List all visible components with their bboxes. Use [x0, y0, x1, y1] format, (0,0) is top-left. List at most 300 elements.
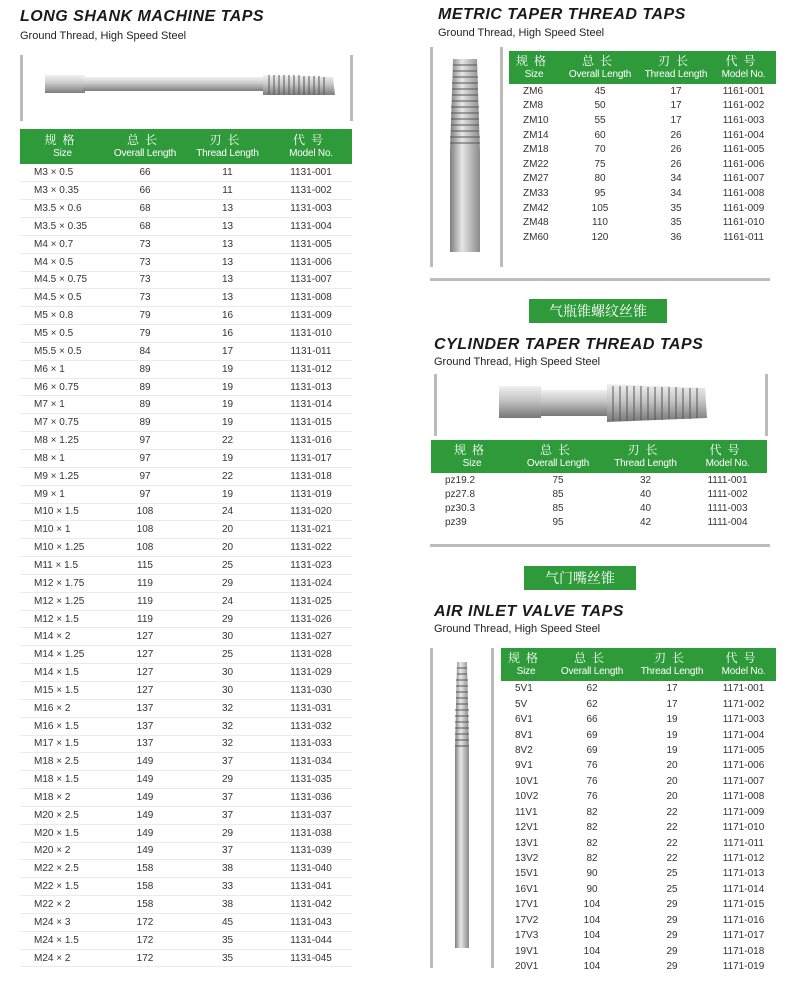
thread-length-cell: 20 — [221, 524, 234, 536]
overall-length-cell: 108 — [136, 542, 154, 554]
thread-length-cell: 13 — [221, 292, 234, 304]
size-cell: M3 × 0.5 — [34, 167, 74, 179]
table-row — [20, 646, 352, 664]
size-cell: M22 × 2.5 — [34, 863, 79, 875]
thread-length-cell: 26 — [670, 158, 682, 170]
model-no-cell: 1171-007 — [722, 775, 765, 787]
size-cell: M16 × 2 — [34, 702, 71, 714]
thread-length-cell: 29 — [221, 613, 234, 625]
table-header-row — [431, 440, 767, 473]
metric-taper-subtitle: Ground Thread, High Speed Steel — [438, 27, 605, 39]
table-row — [20, 325, 352, 343]
model-no-cell: 1131-038 — [290, 827, 332, 839]
cylinder-taper-cn-banner: 气瓶锥螺纹丝锥 — [529, 299, 667, 323]
size-cell: M20 × 2 — [34, 845, 71, 857]
table-row — [20, 503, 352, 521]
table-row — [20, 218, 352, 236]
overall-length-cell: 66 — [139, 167, 151, 179]
cylinder-taper-tap-photo — [434, 374, 768, 436]
thread-length-cell: 13 — [221, 256, 234, 268]
size-cell: 10V2 — [515, 791, 539, 803]
thread-length-cell: 32 — [221, 720, 234, 732]
overall-length-cell: 158 — [136, 881, 154, 893]
model-no-cell: 1171-004 — [722, 729, 765, 741]
overall-length-cell: 62 — [586, 683, 598, 695]
size-cell: M8 × 1 — [34, 452, 65, 464]
size-cell: pz19.2 — [445, 474, 476, 486]
model-no-cell: 1131-006 — [290, 256, 332, 268]
size-cell: M24 × 2 — [34, 952, 71, 964]
thread-length-cell: 24 — [221, 595, 234, 607]
model-no-cell: 1111-001 — [707, 474, 748, 486]
model-no-cell: 1131-008 — [290, 292, 332, 304]
table-row — [20, 860, 352, 878]
overall-length-cell: 89 — [139, 399, 151, 411]
overall-length-cell: 75 — [552, 474, 564, 486]
size-cell: ZM8 — [523, 100, 543, 112]
model-no-cell: 1131-037 — [290, 809, 332, 821]
size-cell: M24 × 3 — [34, 916, 71, 928]
thread-length-cell: 32 — [639, 474, 652, 486]
overall-length-cell: 82 — [586, 837, 598, 849]
overall-length-cell: 110 — [592, 217, 608, 229]
model-no-cell: 1131-039 — [290, 845, 332, 857]
thread-length-cell: 13 — [221, 274, 234, 286]
table-row — [431, 473, 767, 487]
thread-length-cell: 17 — [221, 345, 234, 357]
table-row — [501, 835, 776, 850]
model-no-cell: 1131-024 — [290, 577, 332, 589]
size-cell: M5 × 0.8 — [34, 310, 74, 322]
thread-length-cell: 11 — [222, 185, 233, 197]
air-inlet-subtitle: Ground Thread, High Speed Steel — [434, 623, 601, 635]
table-row — [20, 557, 352, 575]
size-cell: 9V1 — [515, 760, 533, 772]
thread-length-cell: 30 — [221, 631, 234, 643]
size-cell: M18 × 2.5 — [34, 756, 79, 768]
overall-length-cell: 108 — [136, 524, 154, 536]
model-no-cell: 1131-013 — [290, 381, 332, 393]
long-shank-tap-photo — [20, 55, 353, 121]
thread-length-cell: 19 — [221, 363, 234, 375]
thread-length-cell: 38 — [221, 863, 234, 875]
size-cell: 12V1 — [515, 822, 539, 834]
metric-taper-table — [509, 51, 776, 245]
thread-length-header: 刃长 Thread Length — [614, 442, 677, 469]
section-divider — [430, 544, 770, 547]
table-row — [431, 487, 767, 501]
air-inlet-title: AIR INLET VALVE TAPS — [434, 603, 624, 620]
model-no-cell: 1161-008 — [722, 187, 765, 199]
size-cell: M12 × 1.75 — [34, 577, 85, 589]
model-no-cell: 1131-005 — [290, 238, 332, 250]
air-inlet-cn-banner: 气门嘴丝锥 — [524, 566, 636, 590]
model-no-cell: 1131-001 — [290, 167, 332, 179]
table-row — [431, 515, 767, 529]
size-cell: M6 × 1 — [34, 363, 65, 375]
thread-length-cell: 19 — [221, 381, 234, 393]
size-cell: 6V1 — [515, 714, 533, 726]
thread-length-cell: 26 — [670, 144, 682, 156]
thread-length-cell: 13 — [221, 220, 234, 232]
model-no-cell: 1131-012 — [290, 363, 332, 375]
overall-length-cell: 70 — [594, 144, 606, 156]
overall-length-cell: 60 — [594, 129, 606, 141]
size-cell: 13V1 — [515, 837, 539, 849]
overall-length-cell: 149 — [136, 756, 154, 768]
overall-length-cell: 149 — [136, 791, 154, 803]
model-no-cell: 1131-023 — [290, 559, 332, 571]
model-no-cell: 1171-011 — [723, 837, 764, 849]
model-no-cell: 1131-016 — [290, 435, 332, 447]
size-cell: 19V1 — [515, 945, 539, 957]
table-row — [20, 931, 352, 949]
model-no-cell: 1131-028 — [290, 649, 332, 661]
size-cell: M6 × 0.75 — [34, 381, 79, 393]
thread-length-cell: 29 — [221, 577, 234, 589]
model-no-header: 代号 Model No. — [721, 53, 766, 80]
overall-length-cell: 149 — [136, 827, 154, 839]
table-row — [501, 774, 776, 789]
overall-length-cell: 85 — [552, 488, 564, 500]
size-cell: M4 × 0.5 — [34, 256, 74, 268]
thread-length-cell: 13 — [221, 238, 234, 250]
table-row — [20, 271, 352, 289]
table-row — [20, 396, 352, 414]
thread-length-cell: 29 — [221, 774, 234, 786]
table-row — [20, 164, 352, 182]
size-cell: ZM22 — [523, 158, 549, 170]
overall-length-cell: 115 — [137, 559, 153, 571]
table-row — [509, 113, 776, 128]
table-row — [20, 806, 352, 824]
cylinder-taper-subtitle: Ground Thread, High Speed Steel — [434, 356, 601, 368]
model-no-cell: 1161-001 — [722, 85, 765, 97]
table-row — [20, 949, 352, 967]
overall-length-cell: 80 — [594, 173, 606, 185]
size-cell: ZM60 — [523, 231, 549, 243]
thread-length-cell: 33 — [221, 881, 234, 893]
overall-length-cell: 89 — [139, 417, 151, 429]
size-cell: ZM10 — [523, 114, 549, 126]
thread-length-cell: 34 — [670, 187, 682, 199]
thread-length-cell: 17 — [666, 683, 678, 695]
overall-length-cell: 84 — [139, 345, 151, 357]
overall-length-cell: 55 — [594, 114, 606, 126]
model-no-cell: 1131-043 — [290, 916, 332, 928]
size-cell: 17V1 — [515, 899, 539, 911]
thread-length-cell: 35 — [221, 934, 234, 946]
size-cell: M12 × 1.5 — [34, 613, 79, 625]
model-no-cell: 1171-014 — [722, 883, 765, 895]
model-no-cell: 1131-033 — [290, 738, 332, 750]
size-header: 规格 Size — [453, 442, 490, 469]
cylinder-taper-table — [431, 440, 767, 529]
table-row — [20, 610, 352, 628]
model-no-cell: 1161-003 — [722, 114, 765, 126]
overall-length-cell: 108 — [136, 506, 154, 518]
model-no-cell: 1131-026 — [290, 613, 332, 625]
table-row — [20, 485, 352, 503]
model-no-cell: 1111-003 — [707, 502, 748, 514]
table-row — [501, 866, 776, 881]
size-cell: M14 × 1.5 — [34, 667, 79, 679]
overall-length-cell: 73 — [139, 274, 151, 286]
overall-length-cell: 76 — [586, 760, 598, 772]
size-cell: M20 × 2.5 — [34, 809, 79, 821]
overall-length-cell: 66 — [586, 714, 598, 726]
thread-length-cell: 22 — [666, 853, 678, 865]
thread-length-cell: 19 — [221, 488, 234, 500]
table-row — [20, 414, 352, 432]
model-no-cell: 1131-019 — [290, 488, 332, 500]
overall-length-cell: 104 — [583, 945, 601, 957]
model-no-cell: 1131-025 — [290, 595, 332, 607]
overall-length-cell: 90 — [586, 868, 598, 880]
thread-length-cell: 19 — [666, 729, 678, 741]
thread-length-cell: 13 — [221, 203, 234, 215]
thread-length-cell: 42 — [639, 516, 652, 528]
model-no-header: 代号 Model No. — [705, 442, 750, 469]
model-no-cell: 1111-002 — [707, 488, 748, 500]
overall-length-cell: 90 — [586, 883, 598, 895]
table-row — [20, 432, 352, 450]
thread-length-cell: 29 — [666, 914, 678, 926]
size-cell: M8 × 1.25 — [34, 435, 79, 447]
table-row — [501, 743, 776, 758]
thread-length-cell: 17 — [670, 114, 682, 126]
size-header: 规格 Size — [44, 132, 81, 159]
thread-length-cell: 19 — [221, 417, 234, 429]
table-row — [20, 913, 352, 931]
size-cell: ZM14 — [523, 129, 549, 141]
long-shank-title: LONG SHANK MACHINE TAPS — [20, 8, 265, 25]
overall-length-cell: 119 — [137, 577, 153, 589]
table-row — [501, 913, 776, 928]
table-row — [20, 342, 352, 360]
overall-length-cell: 89 — [139, 381, 151, 393]
overall-length-cell: 68 — [139, 220, 151, 232]
table-row — [20, 450, 352, 468]
size-cell: 8V2 — [515, 744, 533, 756]
model-no-cell: 1131-009 — [290, 310, 332, 322]
thread-length-cell: 22 — [666, 837, 678, 849]
table-row — [501, 882, 776, 897]
table-row — [20, 378, 352, 396]
model-no-cell: 1131-030 — [290, 684, 332, 696]
model-no-cell: 1131-044 — [290, 934, 332, 946]
model-no-cell: 1131-041 — [290, 881, 332, 893]
overall-length-cell: 95 — [594, 187, 606, 199]
table-row — [509, 99, 776, 114]
size-cell: ZM6 — [523, 85, 543, 97]
model-no-cell: 1171-008 — [722, 791, 765, 803]
overall-length-cell: 75 — [594, 158, 606, 170]
overall-length-cell: 62 — [586, 698, 598, 710]
thread-length-cell: 29 — [666, 945, 678, 957]
size-cell: ZM27 — [523, 173, 549, 185]
size-cell: M18 × 1.5 — [34, 774, 79, 786]
overall-length-cell: 68 — [139, 203, 151, 215]
overall-length-cell: 127 — [136, 631, 154, 643]
model-no-cell: 1161-004 — [722, 129, 765, 141]
table-row — [20, 539, 352, 557]
overall-length-cell: 76 — [586, 791, 598, 803]
table-row — [20, 467, 352, 485]
table-row — [509, 172, 776, 187]
model-no-cell: 1131-027 — [290, 631, 332, 643]
thread-length-cell: 22 — [221, 435, 234, 447]
model-no-cell: 1161-006 — [722, 158, 765, 170]
model-no-cell: 1171-018 — [722, 945, 765, 957]
table-row — [509, 84, 776, 99]
metric-taper-title: METRIC TAPER THREAD TAPS — [438, 6, 686, 23]
table-row — [501, 959, 776, 974]
model-no-cell: 1111-004 — [707, 516, 748, 528]
overall-length-cell: 82 — [586, 806, 598, 818]
thread-length-cell: 25 — [666, 883, 678, 895]
size-cell: M12 × 1.25 — [34, 595, 85, 607]
table-row — [501, 681, 776, 696]
thread-length-cell: 32 — [221, 702, 234, 714]
overall-length-cell: 149 — [136, 845, 154, 857]
thread-length-cell: 37 — [221, 756, 234, 768]
model-no-cell: 1131-034 — [290, 756, 332, 768]
thread-length-header: 刃长 Thread Length — [644, 53, 708, 80]
long-shank-table — [20, 129, 352, 967]
thread-length-cell: 40 — [639, 502, 652, 514]
thread-length-cell: 37 — [221, 809, 234, 821]
model-no-cell: 1161-005 — [722, 144, 765, 156]
size-cell: M10 × 1 — [34, 524, 71, 536]
size-cell: pz27.8 — [445, 488, 476, 500]
thread-length-cell: 29 — [221, 827, 234, 839]
overall-length-cell: 89 — [139, 363, 151, 375]
thread-length-cell: 35 — [221, 952, 234, 964]
thread-length-cell: 20 — [221, 542, 234, 554]
overall-length-cell: 149 — [136, 809, 154, 821]
model-no-cell: 1171-001 — [722, 683, 765, 695]
size-cell: 8V1 — [515, 729, 533, 741]
model-no-cell: 1131-029 — [290, 667, 332, 679]
table-row — [509, 201, 776, 216]
model-no-cell: 1171-002 — [722, 698, 765, 710]
table-row — [501, 820, 776, 835]
model-no-cell: 1131-021 — [290, 524, 332, 536]
overall-length-cell: 149 — [136, 774, 154, 786]
table-row — [20, 824, 352, 842]
model-no-cell: 1131-010 — [290, 328, 332, 340]
overall-length-cell: 137 — [136, 738, 154, 750]
cylinder-taper-tap-image — [437, 374, 765, 436]
overall-length-cell: 127 — [136, 667, 154, 679]
thread-length-cell: 34 — [670, 173, 682, 185]
table-row — [20, 771, 352, 789]
thread-length-cell: 37 — [221, 791, 234, 803]
size-cell: M5.5 × 0.5 — [34, 345, 82, 357]
size-cell: 11V1 — [515, 806, 538, 818]
overall-length-cell: 127 — [136, 684, 154, 696]
model-no-cell: 1131-002 — [290, 185, 332, 197]
model-no-cell: 1131-020 — [290, 506, 332, 518]
size-cell: M22 × 1.5 — [34, 881, 79, 893]
size-cell: M7 × 0.75 — [34, 417, 79, 429]
size-cell: M18 × 2 — [34, 791, 71, 803]
thread-length-cell: 20 — [666, 791, 678, 803]
model-no-cell: 1131-045 — [290, 952, 332, 964]
table-row — [509, 142, 776, 157]
thread-length-cell: 20 — [666, 760, 678, 772]
model-no-cell: 1131-036 — [290, 791, 332, 803]
overall-length-cell: 97 — [139, 452, 151, 464]
table-row — [501, 758, 776, 773]
overall-length-cell: 104 — [583, 930, 601, 942]
model-no-cell: 1131-035 — [290, 774, 332, 786]
table-row — [501, 851, 776, 866]
overall-length-cell: 104 — [583, 899, 601, 911]
size-cell: M3 × 0.35 — [34, 185, 79, 197]
model-no-cell: 1171-013 — [722, 868, 765, 880]
thread-length-cell: 29 — [666, 930, 678, 942]
model-no-cell: 1131-022 — [290, 542, 332, 554]
overall-length-cell: 137 — [136, 702, 154, 714]
model-no-cell: 1171-012 — [722, 853, 765, 865]
overall-length-cell: 104 — [583, 961, 601, 973]
overall-length-cell: 73 — [139, 238, 151, 250]
overall-length-header: 总长 Overall Length — [568, 53, 632, 80]
overall-length-cell: 76 — [586, 775, 598, 787]
overall-length-cell: 137 — [136, 720, 154, 732]
metric-taper-tap-image — [433, 47, 500, 267]
overall-length-header: 总长 Overall Length — [560, 650, 624, 677]
model-no-cell: 1131-031 — [290, 702, 332, 714]
size-cell: 5V — [515, 698, 528, 710]
thread-length-cell: 45 — [221, 916, 234, 928]
overall-length-cell: 172 — [136, 916, 154, 928]
air-inlet-tap-image — [433, 648, 491, 968]
model-no-cell: 1131-004 — [290, 220, 332, 232]
model-no-cell: 1171-006 — [722, 760, 765, 772]
thread-length-cell: 19 — [666, 714, 678, 726]
thread-length-cell: 20 — [666, 775, 678, 787]
table-row — [20, 592, 352, 610]
overall-length-cell: 120 — [591, 231, 609, 243]
overall-length-cell: 79 — [139, 328, 151, 340]
thread-length-cell: 30 — [221, 667, 234, 679]
size-cell: 13V2 — [515, 853, 539, 865]
table-row — [501, 897, 776, 912]
thread-length-cell: 32 — [221, 738, 234, 750]
table-row — [20, 628, 352, 646]
table-row — [509, 157, 776, 172]
overall-length-cell: 97 — [139, 488, 151, 500]
model-no-cell: 1161-011 — [723, 231, 764, 243]
overall-length-cell: 158 — [136, 899, 154, 911]
thread-length-cell: 17 — [670, 85, 682, 97]
size-cell: ZM18 — [523, 144, 549, 156]
model-no-cell: 1161-002 — [722, 100, 765, 112]
model-no-header: 代号 Model No. — [289, 132, 333, 159]
thread-length-cell: 35 — [670, 217, 682, 229]
size-cell: M10 × 1.5 — [34, 506, 79, 518]
model-no-cell: 1171-009 — [722, 806, 765, 818]
table-row — [20, 235, 352, 253]
model-no-cell: 1161-009 — [722, 202, 765, 214]
table-row — [20, 735, 352, 753]
thread-length-cell: 19 — [666, 744, 678, 756]
model-no-cell: 1131-017 — [290, 452, 332, 464]
thread-length-cell: 19 — [221, 399, 234, 411]
